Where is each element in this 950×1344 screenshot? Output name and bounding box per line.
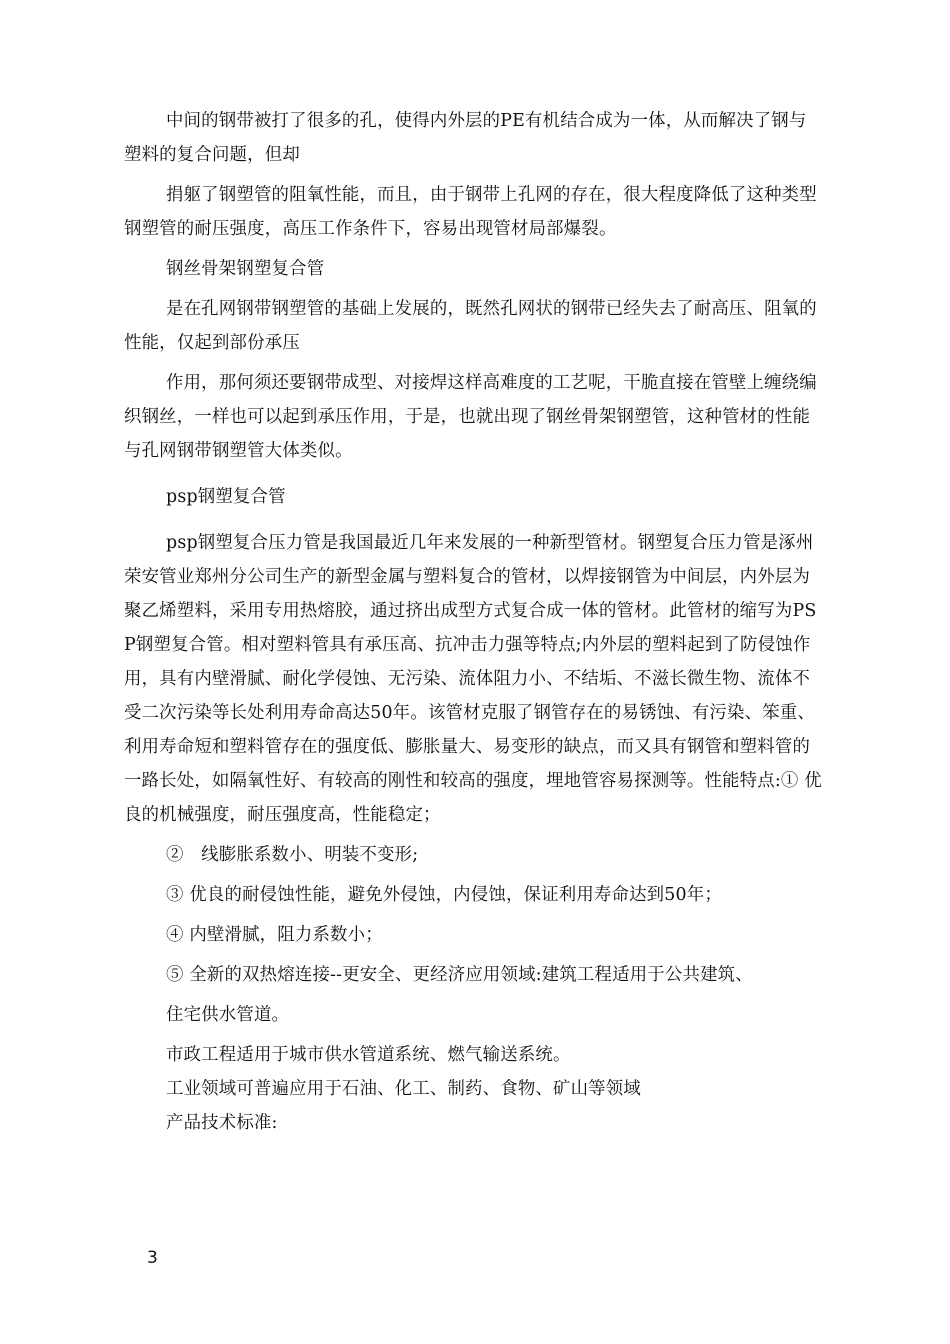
paragraph-product-standard: 产品技术标准: — [166, 1113, 278, 1133]
paragraph-industrial-use: 工业领域可普遍应用于石油、化工、制药、食物、矿山等领域 — [166, 1079, 641, 1099]
list-item-feature-2: ② 线膨胀系数小、明装不变形; — [166, 845, 419, 865]
list-item-feature-4: ④ 内壁滑腻，阻力系数小； — [166, 925, 383, 945]
paragraph-psp-description: psp钢塑复合压力管是我国最近几年来发展的一种新型管材。钢塑复合压力管是涿州荣安管业郑州分公司生产的新型金属与塑料复合的管材，以焊接钢管为中间层，内外层为聚乙烯塑料，采用专用热熔胶，通过挤出成型方式复合成一体的管材。此管材的缩写为PSP钢塑复合管。相对塑料管具有承压高、抗冲击力强等特点;内外层的塑料起到了防侵蚀作用，具有内壁滑腻、耐化学侵蚀、无污染、流体阻力小、不结垢、不滋长微生物、流体不受二次污染等长处利用寿命高达50年。该管材克服了钢管存在的易锈蚀、有污染、笨重、利用寿命短和塑料管存在的强度低、膨胀量大、易变形的缺点，而又具有钢管和塑料管的一路长处，如隔氧性好、有较高的刚性和较高的强度，埋地管容易探测等。性能特点:① 优良的机械强度，耐压强度高，性能稳定； — [124, 533, 822, 825]
paragraph-wire-skeleton-detail: 作用，那何须还要钢带成型、对接焊这样高难度的工艺呢，干脆直接在管壁上缠绕编织钢丝，一样也可以起到承压作用，于是，也就出现了钢丝骨架钢塑管，这种管材的性能与孔网钢带钢塑管大体类似。 — [124, 373, 817, 461]
paragraph-oxygen-barrier-loss: 捐躯了钢塑管的阻氧性能，而且，由于钢带上孔网的存在，很大程度降低了这种类型钢塑管的耐压强度，高压工作条件下，容易出现管材局部爆裂。 — [124, 185, 817, 239]
paragraph-wire-skeleton-origin: 是在孔网钢带钢塑管的基础上发展的，既然孔网状的钢带已经失去了耐高压、阻氧的性能，仅起到部份承压 — [124, 299, 817, 353]
paragraph-steel-belt-holes: 中间的钢带被打了很多的孔，使得内外层的PE有机结合成为一体，从而解决了钢与塑料的复合问题，但却 — [124, 111, 807, 165]
paragraph-residential-supply: 住宅供水管道。 — [166, 1005, 290, 1025]
list-item-feature-5: ⑤ 全新的双热熔连接--更安全、更经济应用领域:建筑工程适用于公共建筑、 — [166, 965, 753, 985]
heading-psp-composite-pipe: psp钢塑复合管 — [166, 487, 286, 507]
page-number: 3 — [147, 1248, 158, 1268]
paragraph-municipal-use: 市政工程适用于城市供水管道系统、燃气输送系统。 — [166, 1045, 571, 1065]
list-item-feature-3: ③ 优良的耐侵蚀性能，避免外侵蚀，内侵蚀，保证利用寿命达到50年； — [166, 885, 722, 905]
heading-steel-wire-skeleton-pipe: 钢丝骨架钢塑复合管 — [166, 259, 325, 279]
document-body — [124, 104, 824, 1140]
